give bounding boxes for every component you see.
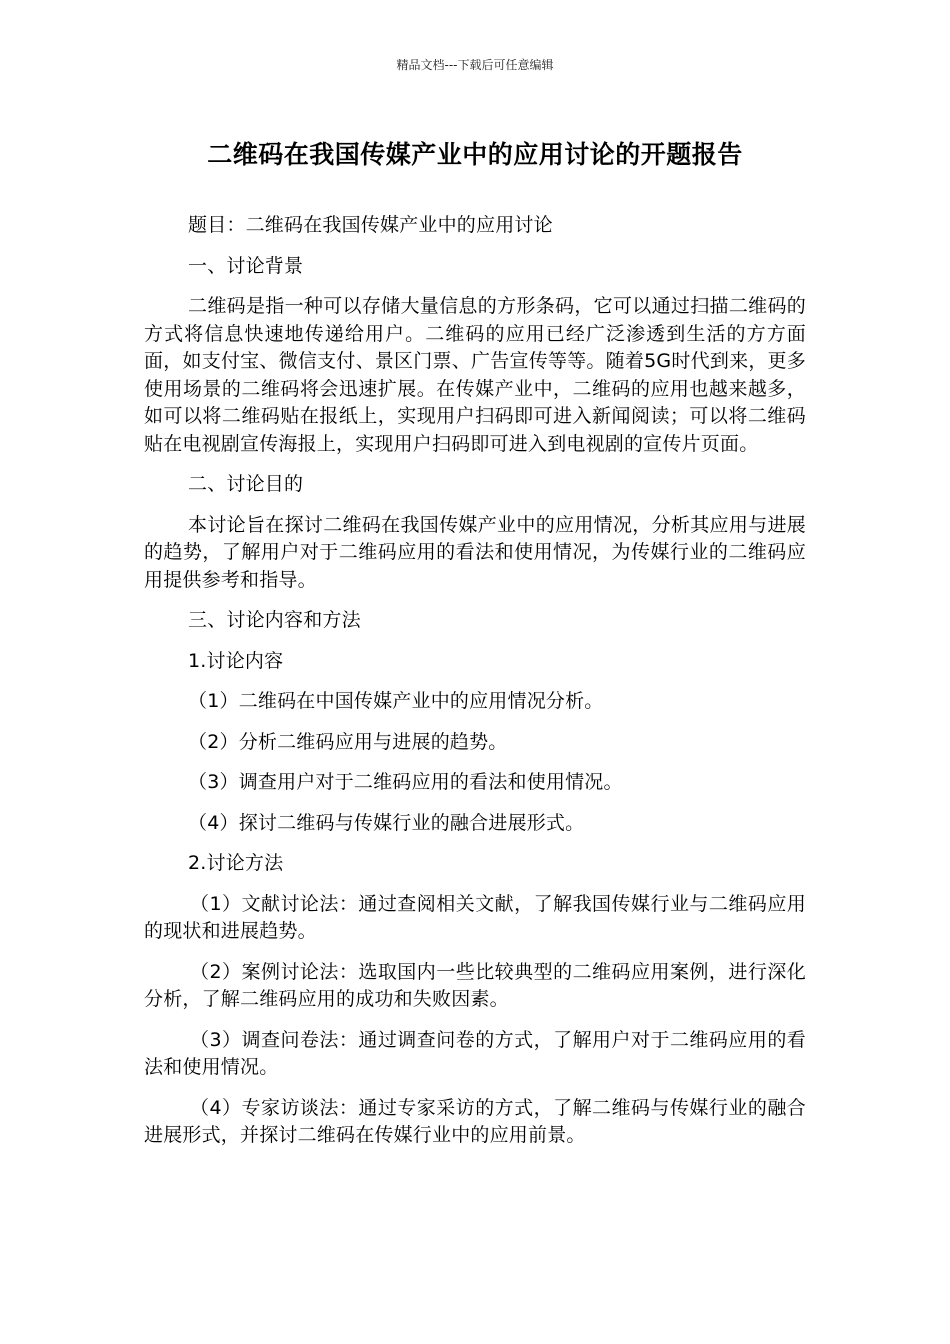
method-item: （4）专家访谈法：通过专家采访的方式，了解二维码与传媒行业的融合进展形式，并探讨二维码在传媒行业中的应用前景。 [144,1096,806,1146]
section-heading-purpose: 二、讨论目的 [188,473,304,495]
topic-line: 题目：二维码在我国传媒产业中的应用讨论 [188,214,553,236]
method-item: （2）案例讨论法：选取国内一些比较典型的二维码应用案例，进行深化分析，了解二维码应用的成功和失败因素。 [144,960,806,1010]
subheading-method: 2.讨论方法 [188,852,284,874]
section-heading-content-method: 三、讨论内容和方法 [188,609,361,631]
header-note: 精品文档---下载后可任意编辑 [396,58,554,72]
document-title: 二维码在我国传媒产业中的应用讨论的开题报告 [207,140,743,169]
content-item: （2）分析二维码应用与进展的趋势。 [188,730,508,753]
method-item: （1）文献讨论法：通过查阅相关文献，了解我国传媒行业与二维码应用的现状和进展趋势。 [144,892,806,942]
subheading-content: 1.讨论内容 [188,649,284,672]
method-item: （3）调查问卷法：通过调查问卷的方式，了解用户对于二维码应用的看法和使用情况。 [144,1028,806,1078]
content-item: （4）探讨二维码与传媒行业的融合进展形式。 [188,811,585,834]
background-paragraph: 二维码是指一种可以存储大量信息的方形条码，它可以通过扫描二维码的方式将信息快速地传递给用户。二维码的应用已经广泛渗透到生活的方方面面，如支付宝、微信支付、景区门票、广告宣传等等。随着5G时代到来，更多使用场景的二维码将会迅速扩展。在传媒产业中，二维码的应用也越来越多，如可以将二维码贴在报纸上，实现用户扫码即可进入新闻阅读；可以将二维码贴在电视剧宣传海报上，实现用户扫码即可进入到电视剧的宣传片页面。 [144,295,806,455]
content-item: （1）二维码在中国传媒产业中的应用情况分析。 [188,690,604,712]
document-body [144,212,806,1163]
content-item: （3）调查用户对于二维码应用的看法和使用情况。 [188,771,623,793]
purpose-paragraph: 本讨论旨在探讨二维码在我国传媒产业中的应用情况，分析其应用与进展的趋势，了解用户对于二维码应用的看法和使用情况，为传媒行业的二维码应用提供参考和指导。 [144,513,806,591]
section-heading-background: 一、讨论背景 [188,254,304,277]
